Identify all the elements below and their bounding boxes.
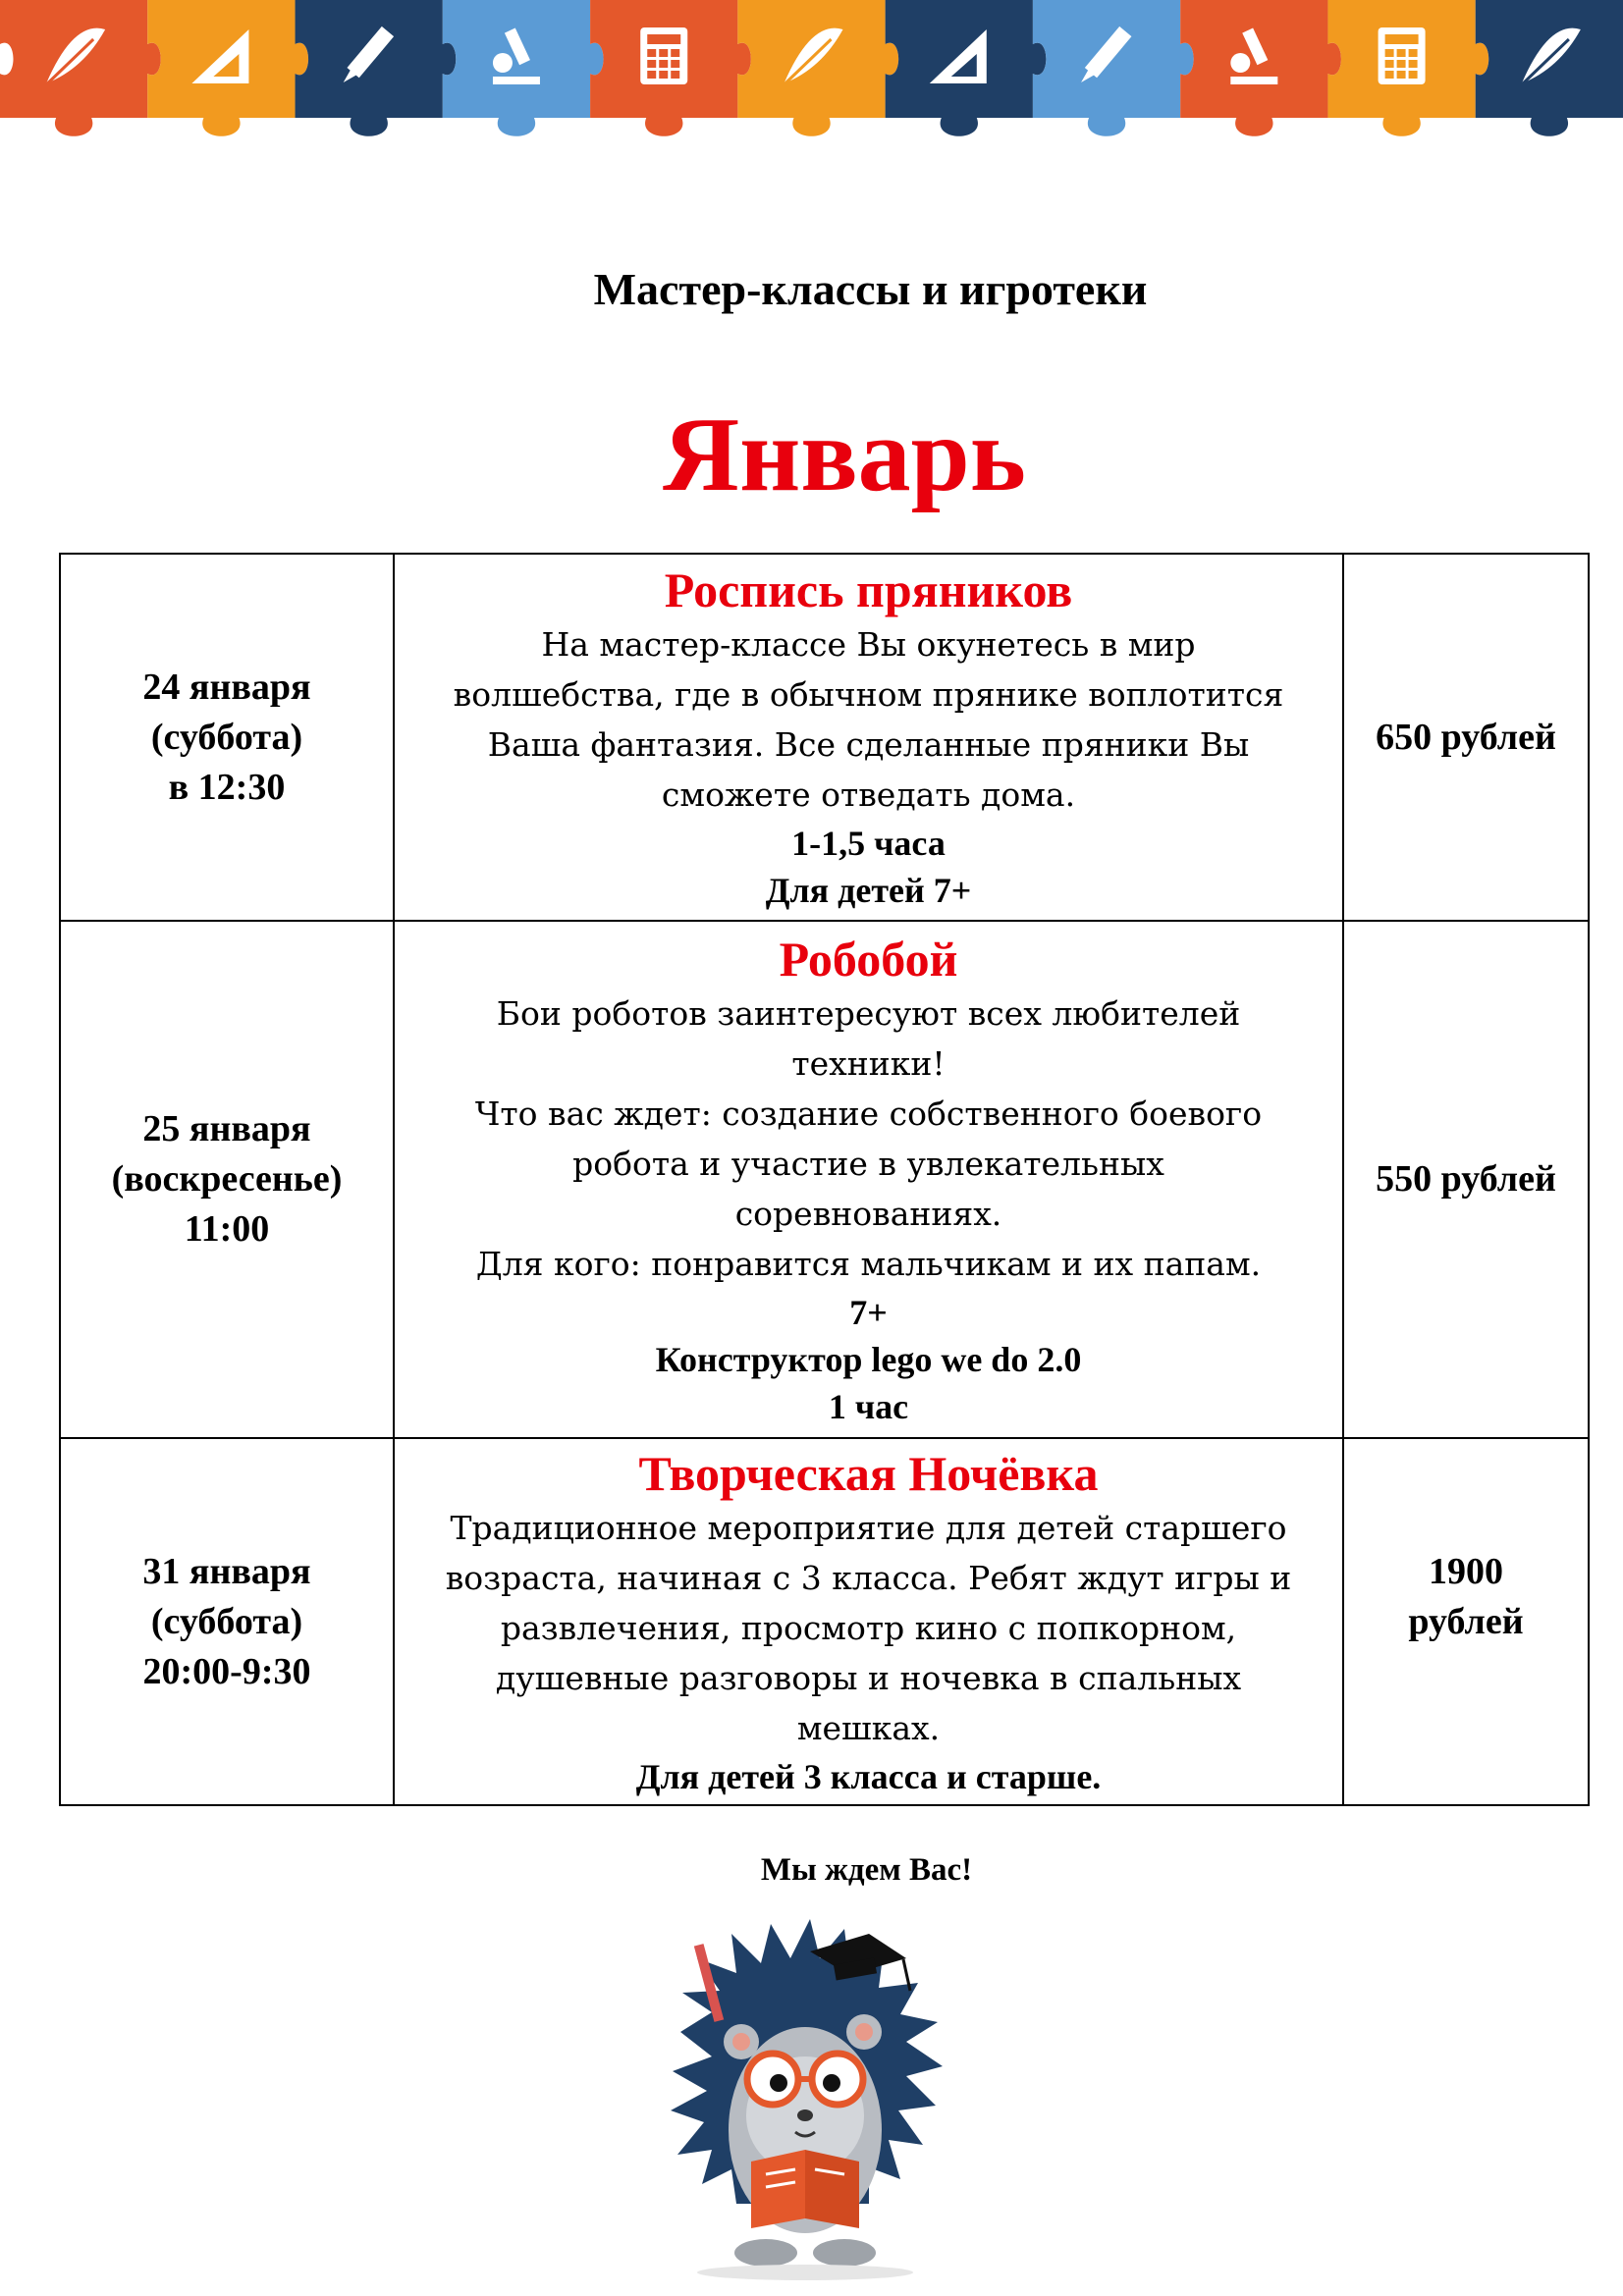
event-price-unit: рублей bbox=[1408, 1601, 1524, 1642]
month-title: Январь bbox=[663, 397, 1026, 513]
puzzle-piece bbox=[296, 0, 457, 136]
event-detail: Конструктор lego we do 2.0 bbox=[655, 1339, 1082, 1379]
event-detail: 1 час bbox=[828, 1386, 909, 1426]
event-description-line: душевные разговоры и ночевка в спальных bbox=[495, 1658, 1242, 1697]
event-date: 24 января bbox=[142, 666, 311, 708]
event-description-line: возраста, начиная с 3 класса. Ребят ждут игры и bbox=[445, 1558, 1292, 1597]
puzzle-piece bbox=[1180, 0, 1341, 136]
event-time: в 12:30 bbox=[168, 766, 286, 808]
event-time: 11:00 bbox=[184, 1208, 270, 1250]
puzzle-banner bbox=[0, 0, 1623, 157]
event-date: 31 января bbox=[142, 1550, 311, 1592]
table-row bbox=[60, 921, 1589, 1438]
event-description-line: соревнованиях. bbox=[734, 1194, 1002, 1233]
table-row bbox=[60, 1438, 1589, 1805]
hedgehog-mascot bbox=[643, 1904, 997, 2287]
event-price-cell bbox=[1343, 921, 1589, 1438]
event-description-line: развлечения, просмотр кино с попкорном, bbox=[500, 1608, 1237, 1647]
event-price-cell bbox=[1343, 554, 1589, 921]
event-title: Роспись пряников bbox=[664, 562, 1073, 617]
event-price-cell bbox=[1343, 1438, 1589, 1805]
event-date-cell bbox=[60, 554, 394, 921]
event-detail: 1-1,5 часа bbox=[791, 824, 946, 863]
event-time: 20:00-9:30 bbox=[142, 1650, 311, 1692]
table-row bbox=[60, 554, 1589, 921]
puzzle-piece bbox=[1476, 0, 1623, 136]
event-description-line: Что вас ждет: создание собственного боевого bbox=[474, 1094, 1263, 1133]
event-description-line: Для кого: понравится мальчикам и их папам. bbox=[475, 1244, 1262, 1283]
event-date-cell bbox=[60, 921, 394, 1438]
event-title: Творческая Ночёвка bbox=[638, 1445, 1099, 1501]
schedule-table bbox=[59, 553, 1590, 1806]
event-description-line: волшебства, где в обычном прянике воплотится bbox=[453, 675, 1284, 714]
event-info-cell bbox=[394, 1438, 1343, 1805]
event-date-cell bbox=[60, 1438, 394, 1805]
event-description-line: робота и участие в увлекательных bbox=[572, 1144, 1164, 1183]
puzzle-piece bbox=[1033, 0, 1194, 136]
event-description-line: сможете отведать дома. bbox=[661, 775, 1076, 814]
puzzle-piece bbox=[0, 0, 161, 136]
event-title: Робобой bbox=[779, 931, 958, 987]
event-weekday: (суббота) bbox=[150, 716, 303, 758]
event-description-line: На мастер-классе Вы окунетесь в мир bbox=[541, 625, 1196, 664]
event-weekday: (воскресенье) bbox=[111, 1158, 343, 1200]
event-detail: 7+ bbox=[849, 1292, 888, 1332]
calculator-icon bbox=[1379, 27, 1426, 84]
event-price: 1900 bbox=[1429, 1551, 1503, 1592]
puzzle-piece bbox=[737, 0, 898, 136]
event-info-cell bbox=[394, 554, 1343, 921]
event-description-line: Ваша фантазия. Все сделанные пряники Вы bbox=[487, 725, 1250, 764]
calculator-icon bbox=[640, 27, 687, 84]
footer-text: Мы ждем Вас! bbox=[760, 1852, 973, 1888]
puzzle-piece bbox=[443, 0, 604, 136]
event-price: 650 рублей bbox=[1376, 716, 1556, 758]
event-info-cell bbox=[394, 921, 1343, 1438]
event-description-line: техники! bbox=[791, 1043, 946, 1083]
event-detail: Для детей 7+ bbox=[765, 871, 972, 910]
event-detail: Для детей 3 класса и старше. bbox=[635, 1756, 1102, 1796]
page-heading: Мастер-классы и игротеки bbox=[593, 264, 1148, 314]
event-date: 25 января bbox=[142, 1108, 311, 1149]
event-price: 550 рублей bbox=[1376, 1158, 1556, 1200]
event-weekday: (суббота) bbox=[150, 1600, 303, 1642]
event-description-line: Традиционное мероприятие для детей старшего bbox=[450, 1508, 1287, 1547]
event-description-line: мешках. bbox=[796, 1708, 941, 1747]
event-description-line: Бои роботов заинтересуют всех любителей bbox=[496, 993, 1241, 1033]
